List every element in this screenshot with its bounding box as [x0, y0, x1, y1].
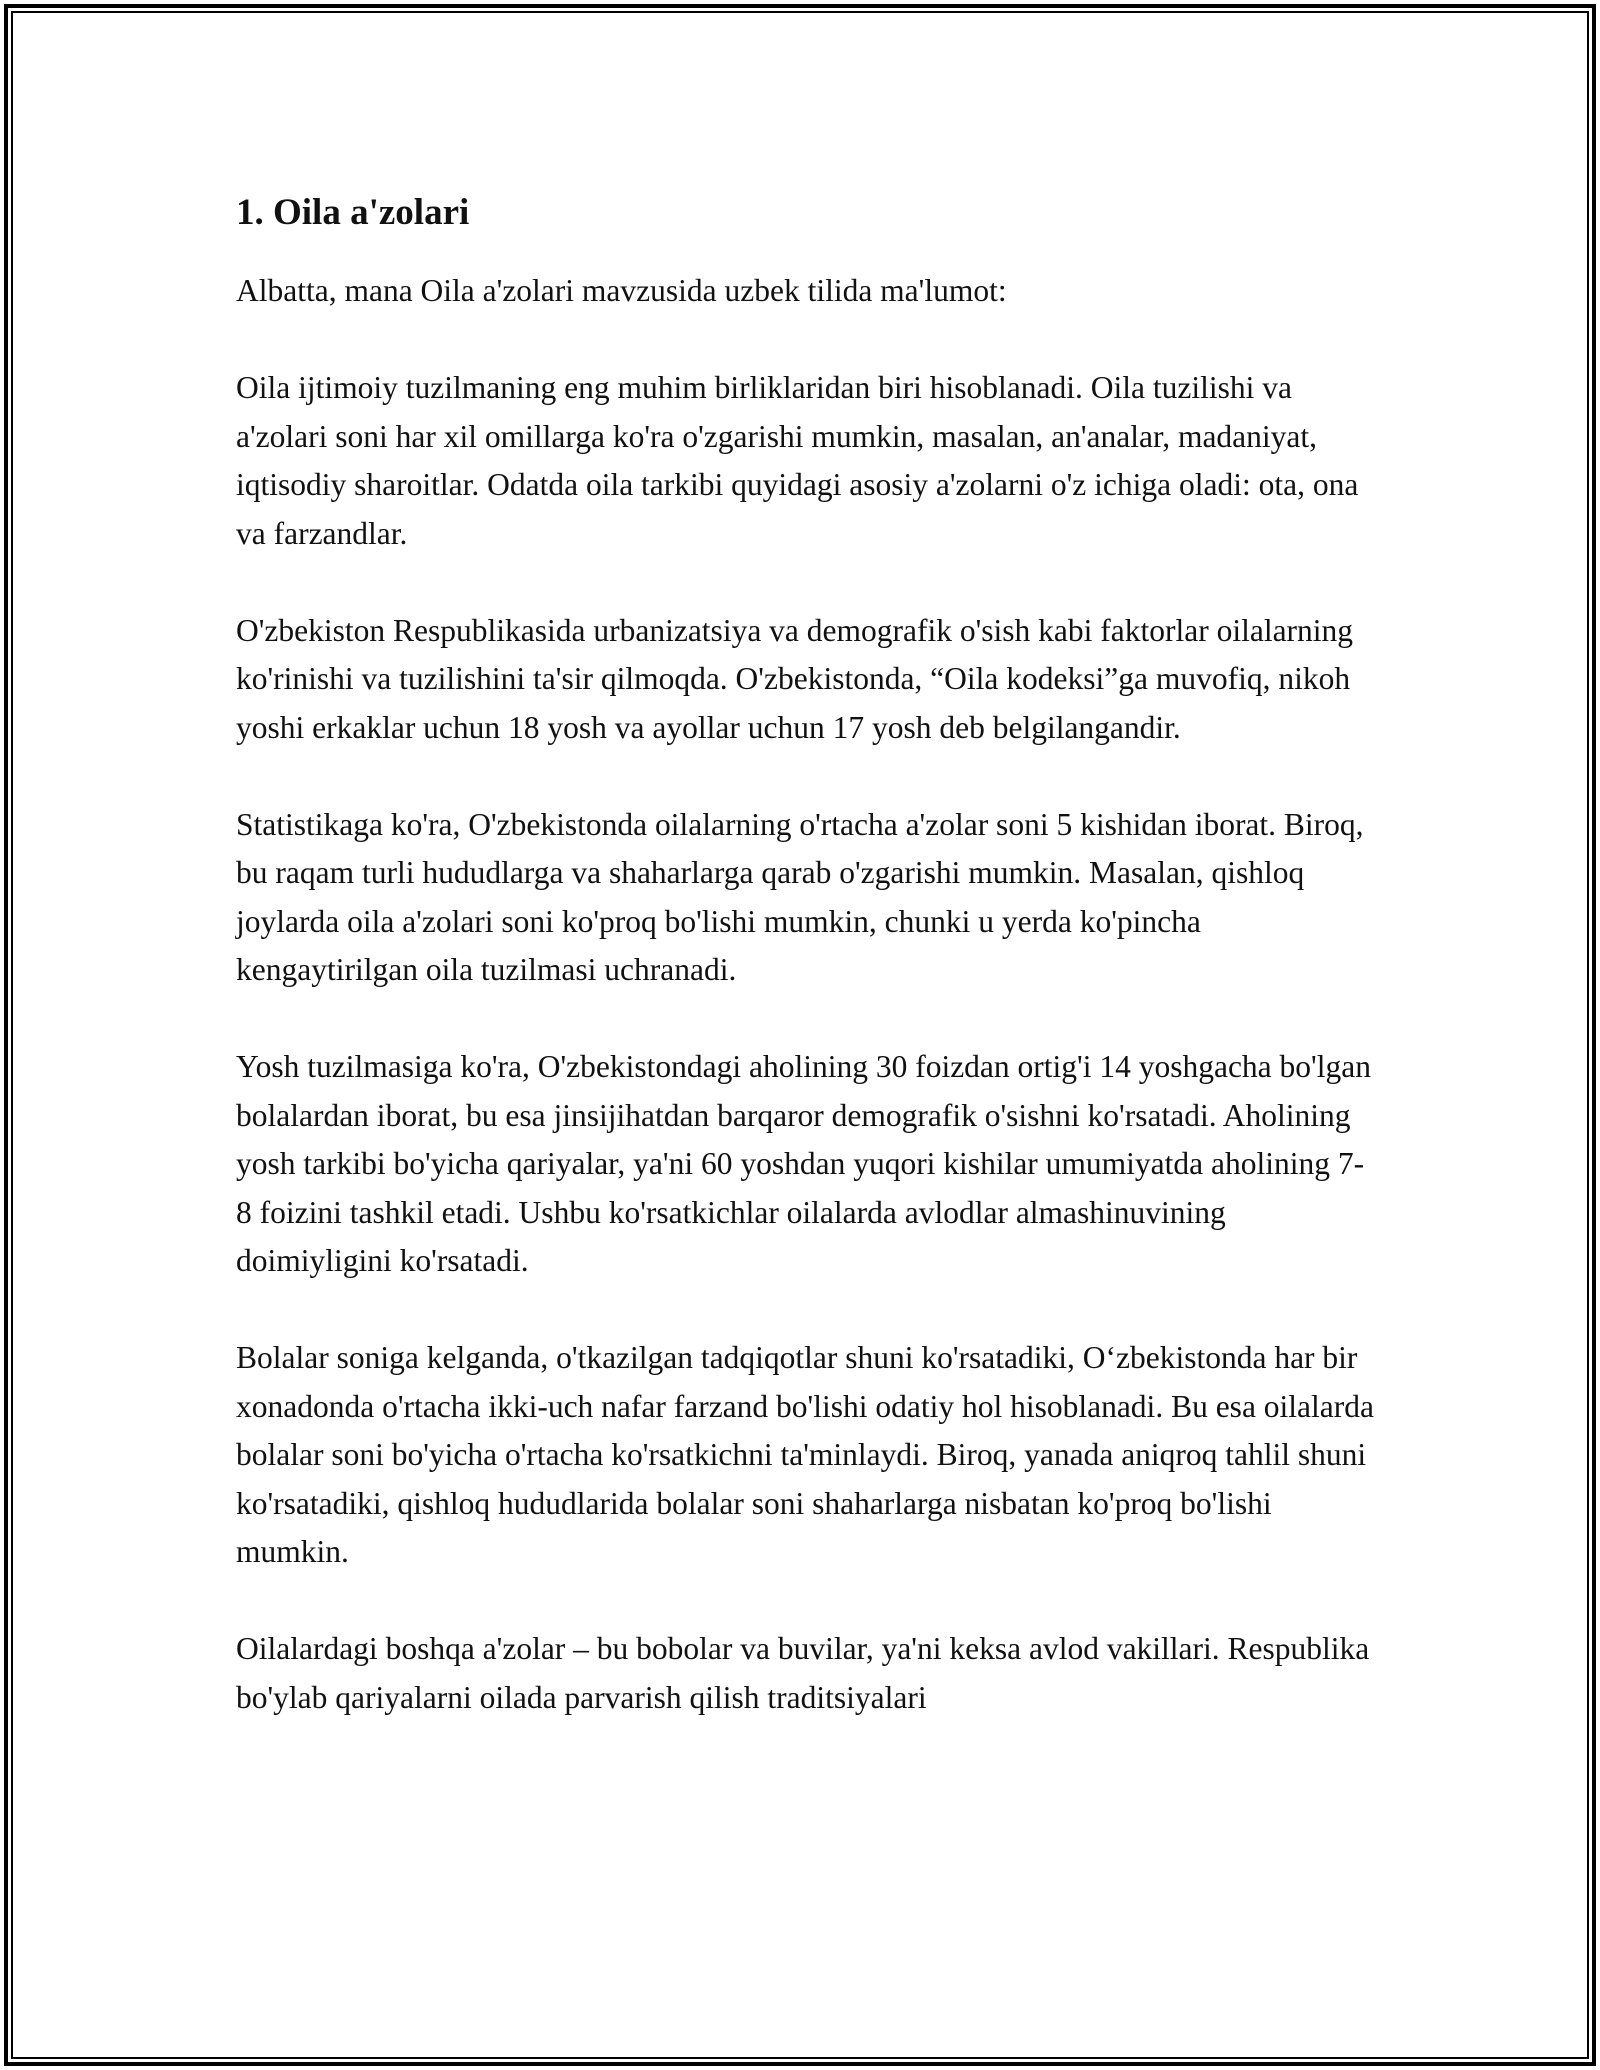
section-heading: 1. Oila a'zolari — [236, 192, 470, 233]
paragraph-intro: Albatta, mana Oila a'zolari mavzusida uzbek tilida ma'lumot: — [236, 273, 1007, 308]
paragraph-statistics: Statistikaga ko'ra, O'zbekistonda oilalarning o'rtacha a'zolar soni 5 kishidan iborat. Biroq, bu raqam turli hududlarga va shaharlarga qarab o'zgarishi mumkin. Masalan, qishloq joylarda oila a'zolari soni ko'proq bo'lishi mumkin, chunki u yerda ko'pincha kengaytirilgan oila tuzilmasi uchranadi. — [236, 806, 1364, 987]
paragraph-urbanization: O'zbekiston Respublikasida urbanizatsiya va demografik o'sish kabi faktorlar oilalarning ko'rinishi va tuzilishini ta'sir qilmoqda. O'zbekistonda, “Oila kodeksi”ga muvofiq, nikoh yoshi erkaklar uchun 18 yosh va ayollar uchun 17 yosh deb belgilangandir. — [236, 612, 1354, 745]
paragraph-elders: Oilalardagi boshqa a'zolar – bu bobolar va buvilar, ya'ni keksa avlod vakillari. Respublika bo'ylab qariyalarni oilada parvarish qilish traditsiyalari — [236, 1631, 1370, 1715]
paragraph-family-structure: Oila ijtimoiy tuzilmaning eng muhim birliklaridan biri hisoblanadi. Oila tuzilishi va a'zolari soni har xil omillarga ko'ra o'zgarishi mumkin, masalan, an'analar, madaniyat, iqtisodiy sharoitlar. Odatda oila tarkibi quyidagi asosiy a'zolarni o'z ichiga oladi: ota, ona va farzandlar. — [236, 370, 1359, 551]
paragraph-children: Bolalar soniga kelganda, o'tkazilgan tadqiqotlar shuni ko'rsatadiki, O‘zbekistonda har bir xonadonda o'rtacha ikki-uch nafar farzand bo'lishi odatiy hol hisoblanadi. Bu esa oilalarda bolalar soni bo'yicha o'rtacha ko'rsatkichni ta'minlaydi. Biroq, yanada aniqroq tahlil shuni ko'rsatadiki, qishloq hududlarida bolalar soni shaharlarga nisbatan ko'proq bo'lishi mumkin. — [236, 1340, 1374, 1569]
paragraph-age-structure: Yosh tuzilmasiga ko'ra, O'zbekistondagi aholining 30 foizdan ortig'i 14 yoshgacha bo'lgan bolalardan iborat, bu esa jinsijihatdan barqaror demografik o'sishni ko'rsatadi. Aholining yosh tarkibi bo'yicha qariyalar, ya'ni 60 yoshdan yuqori kishilar umumiyatda aholining 7-8 foizini tashkil etadi. Ushbu ko'rsatkichlar oilalarda avlodlar almashinuvining doimiyligini ko'rsatadi. — [236, 1049, 1371, 1278]
document-body — [236, 185, 1376, 1722]
